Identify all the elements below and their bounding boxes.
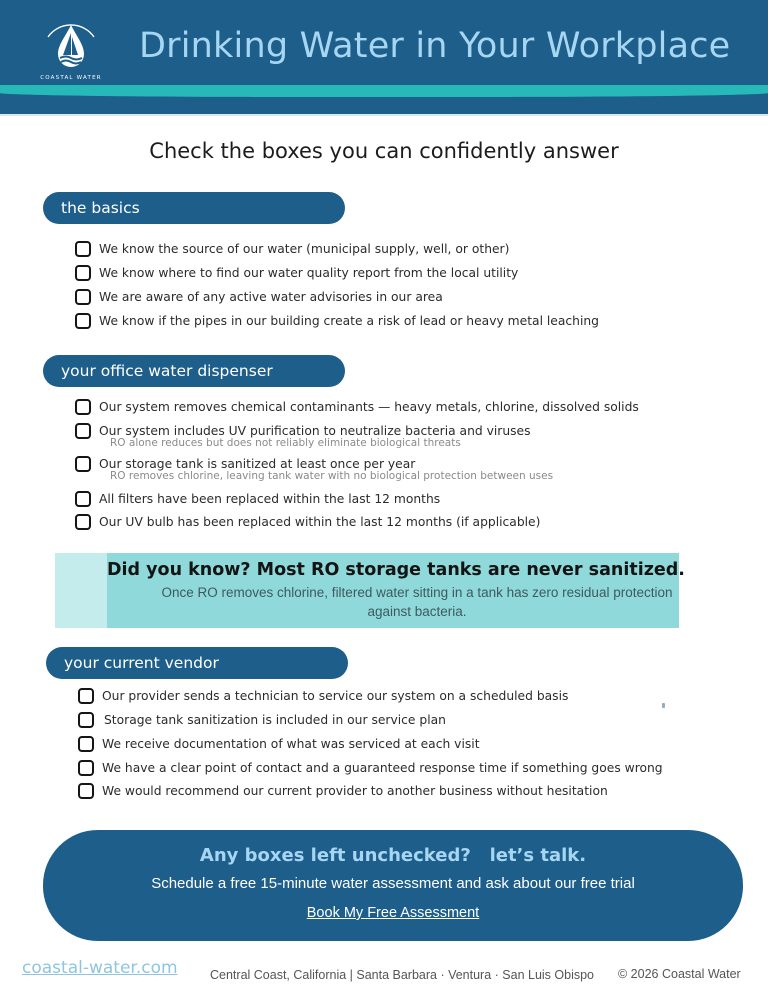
checkbox[interactable]	[75, 241, 91, 257]
did-you-know-callout	[55, 553, 685, 628]
checklist-item[interactable]	[75, 313, 599, 329]
checkbox[interactable]	[78, 783, 94, 799]
checkbox[interactable]	[75, 313, 91, 329]
checklist-item[interactable]	[75, 265, 518, 281]
section-label-vendor: your current vendor	[46, 647, 348, 679]
header-banner	[0, 0, 768, 116]
checklist-item[interactable]	[78, 783, 608, 799]
cta-panel	[43, 830, 743, 941]
checkbox[interactable]	[78, 688, 94, 704]
item-label: We have a clear point of contact and a guaranteed response time if something goes wrong	[102, 761, 663, 775]
checklist-item[interactable]	[78, 760, 663, 776]
page-title: Drinking Water in Your Workplace	[139, 26, 731, 66]
item-label: We know if the pipes in our building create a risk of lead or heavy metal leaching	[99, 314, 599, 328]
callout-title: Did you know? Most RO storage tanks are never sanitized.	[107, 560, 685, 580]
checklist-item[interactable]	[78, 712, 446, 728]
checkbox[interactable]	[75, 423, 91, 439]
item-label: We know the source of our water (municipal supply, well, or other)	[99, 242, 510, 256]
checklist-item[interactable]	[75, 289, 443, 305]
coastal-water-logo-icon	[38, 15, 104, 81]
item-label: Storage tank sanitization is included in our service plan	[104, 713, 446, 727]
checklist-item[interactable]	[78, 736, 480, 752]
book-assessment-link[interactable]: Book My Free Assessment	[306, 905, 480, 921]
item-label: Our storage tank is sanitized at least once per year	[99, 457, 416, 471]
item-label: All filters have been replaced within the last 12 months	[99, 492, 441, 506]
item-note: RO alone reduces but does not reliably eliminate biological threats	[110, 437, 461, 449]
header-divider	[0, 114, 768, 116]
checkbox[interactable]	[78, 760, 94, 776]
checkbox[interactable]	[75, 399, 91, 415]
cta-title: Any boxes left unchecked? let’s talk.	[199, 845, 587, 866]
checklist-item[interactable]	[78, 688, 568, 704]
item-label: Our system includes UV purification to neutralize bacteria and viruses	[99, 424, 531, 438]
checklist-item[interactable]	[75, 399, 639, 415]
stray-mark	[662, 703, 665, 708]
checkbox[interactable]	[75, 265, 91, 281]
item-label: Our UV bulb has been replaced within the last 12 months (if applicable)	[99, 515, 541, 529]
checklist-item[interactable]	[75, 241, 509, 257]
checkbox[interactable]	[75, 491, 91, 507]
item-label: Our system removes chemical contaminants — heavy metals, chlorine, dissolved solids	[99, 400, 639, 414]
section-label-basics: the basics	[43, 192, 345, 224]
section-label-dispenser: your office water dispenser	[43, 355, 345, 387]
website-link[interactable]: coastal-water.com	[22, 958, 178, 978]
item-label: We are aware of any active water advisories in our area	[99, 290, 443, 304]
callout-accent-bar	[55, 553, 107, 628]
item-note: RO removes chlorine, leaving tank water with no biological protection between uses	[110, 470, 554, 482]
checkbox[interactable]	[78, 712, 94, 728]
item-label: We know where to find our water quality report from the local utility	[99, 266, 519, 280]
checkbox[interactable]	[75, 289, 91, 305]
checklist-item[interactable]	[75, 491, 440, 507]
footer-copyright: © 2026 Coastal Water	[618, 967, 741, 981]
checklist-item[interactable]	[75, 514, 540, 530]
item-label: We would recommend our current provider to another business without hesitation	[102, 784, 608, 798]
checkbox[interactable]	[78, 736, 94, 752]
item-label: We receive documentation of what was serviced at each visit	[102, 737, 480, 751]
cta-body: Schedule a free 15-minute water assessment and ask about our free trial	[151, 875, 635, 892]
item-label: Our provider sends a technician to service our system on a scheduled basis	[102, 689, 569, 703]
callout-body: Once RO removes chlorine, filtered water sitting in a tank has zero residual protection against bacteria.	[161, 585, 673, 619]
footer-location: Central Coast, California | Santa Barbara · Ventura · San Luis Obispo	[210, 968, 595, 982]
instructions-heading: Check the boxes you can confidently answer	[149, 139, 619, 163]
header-stripe	[0, 85, 768, 97]
svg-text:COASTAL WATER: COASTAL WATER	[40, 75, 102, 81]
checkbox[interactable]	[75, 456, 91, 472]
checkbox[interactable]	[75, 514, 91, 530]
